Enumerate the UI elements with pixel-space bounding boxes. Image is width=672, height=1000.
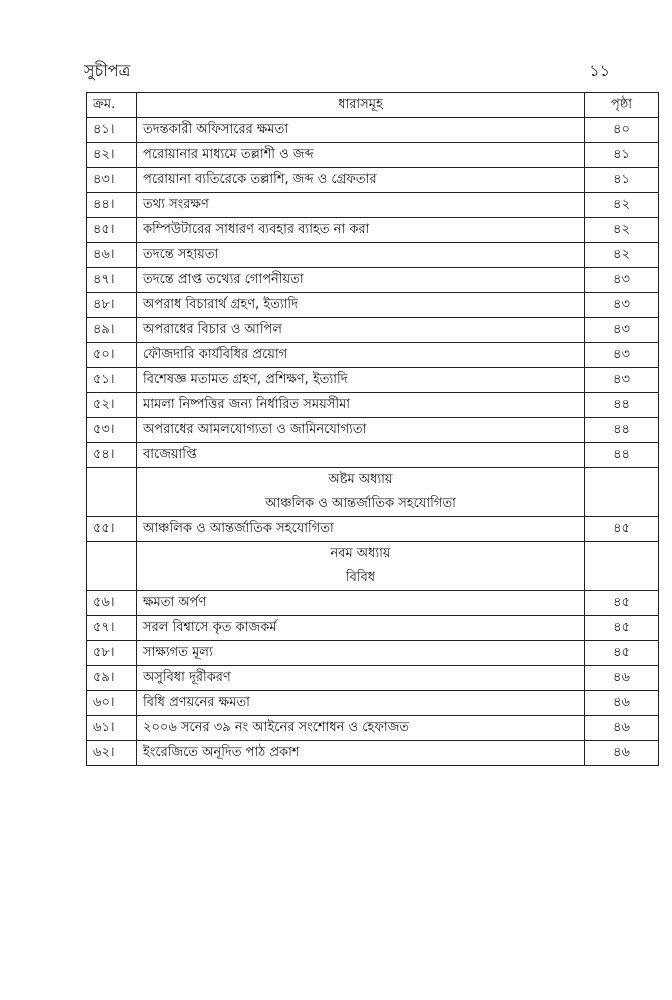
row-page: ৪৩	[585, 268, 659, 293]
table-row	[87, 243, 659, 268]
row-page: ৪৩	[585, 318, 659, 343]
row-title: পরোয়ানা ব্যতিরেকে তল্লাশি, জব্দ ও গ্রেফতার	[137, 168, 585, 193]
row-title: পরোয়ানার মাধ্যমে তল্লাশী ও জব্দ	[137, 143, 585, 168]
row-page: ৪৪	[585, 443, 659, 468]
row-number: ৫৩।	[87, 418, 137, 443]
row-page: ৪২	[585, 193, 659, 218]
row-page: ৪৪	[585, 393, 659, 418]
row-number: ৪৫।	[87, 218, 137, 243]
row-number: ৬২।	[87, 741, 137, 766]
row-number: ৬০।	[87, 691, 137, 716]
row-title: ইংরেজিতে অনূদিত পাঠ প্রকাশ	[137, 741, 585, 766]
page-number: ১১	[589, 61, 610, 80]
row-title: তদন্তে প্রাপ্ত তথ্যের গোপনীয়তা	[137, 268, 585, 293]
table-row	[87, 443, 659, 468]
table-row	[87, 218, 659, 243]
row-number: ৫৭।	[87, 616, 137, 641]
row-page: ৪৬	[585, 741, 659, 766]
table-row	[87, 343, 659, 368]
row-number: ৪২।	[87, 143, 137, 168]
table-header-row	[87, 93, 659, 118]
row-number: ৪৪।	[87, 193, 137, 218]
row-number: ৪৭।	[87, 268, 137, 293]
table-row	[87, 143, 659, 168]
row-page: ৪৫	[585, 641, 659, 666]
chapter-9-heading: নবম অধ্যায়	[330, 546, 391, 561]
row-page: ৪৬	[585, 691, 659, 716]
row-number: ৫৬।	[87, 591, 137, 616]
table-row	[87, 168, 659, 193]
table-row	[87, 741, 659, 766]
row-number: ৪৮।	[87, 293, 137, 318]
row-title: ফৌজদারি কার্যবিধির প্রয়োগ	[137, 343, 585, 368]
chapter-8-subheading: আঞ্চলিক ও আন্তর্জাতিক সহযোগিতা	[265, 496, 456, 511]
chapter-number-cell	[87, 468, 137, 517]
chapter-8-heading: অষ্টম অধ্যায়	[328, 472, 393, 487]
row-page: ৪১	[585, 143, 659, 168]
row-title: সরল বিশ্বাসে কৃত কাজকর্ম	[137, 616, 585, 641]
contents-table	[86, 92, 659, 766]
row-page: ৪১	[585, 168, 659, 193]
row-title: কম্পিউটারের সাধারণ ব্যবহার ব্যাহত না করা	[137, 218, 585, 243]
table-row	[87, 293, 659, 318]
row-title: ২০০৬ সনের ৩৯ নং আইনের সংশোধন ও হেফাজত	[137, 716, 585, 741]
row-number: ৫৫।	[87, 517, 137, 542]
row-title: মামলা নিষ্পত্তির জন্য নির্ধারিত সময়সীমা	[137, 393, 585, 418]
table-row	[87, 318, 659, 343]
table-row	[87, 193, 659, 218]
row-title: তদন্তকারী অফিসারের ক্ষমতা	[137, 118, 585, 143]
row-title: তদন্তে সহায়তা	[137, 243, 585, 268]
row-number: ৫২।	[87, 393, 137, 418]
chapter-heading-row	[87, 468, 659, 517]
table-row	[87, 268, 659, 293]
row-page: ৪৫	[585, 591, 659, 616]
row-number: ৪৩।	[87, 168, 137, 193]
row-title: ক্ষমতা অর্পণ	[137, 591, 585, 616]
row-title: বিশেষজ্ঞ মতামত গ্রহণ, প্রশিক্ষণ, ইত্যাদি	[137, 368, 585, 393]
row-number: ৫৮।	[87, 641, 137, 666]
row-page: ৪৫	[585, 517, 659, 542]
table-row	[87, 691, 659, 716]
row-number: ৫১।	[87, 368, 137, 393]
row-page: ৪৩	[585, 368, 659, 393]
section-title: সুচীপত্র	[84, 61, 131, 80]
row-title: অসুবিধা দূরীকরণ	[137, 666, 585, 691]
row-page: ৪২	[585, 243, 659, 268]
row-page: ৪৩	[585, 343, 659, 368]
row-page: ৪৩	[585, 293, 659, 318]
table-row	[87, 716, 659, 741]
table-row	[87, 418, 659, 443]
chapter-page-cell	[585, 542, 659, 591]
row-number: ৪৬।	[87, 243, 137, 268]
row-page: ৪৫	[585, 616, 659, 641]
table-row	[87, 641, 659, 666]
row-page: ৪৪	[585, 418, 659, 443]
row-page: ৪৬	[585, 666, 659, 691]
row-number: ৪১।	[87, 118, 137, 143]
table-row	[87, 616, 659, 641]
column-header-number: ক্রম.	[87, 93, 137, 118]
row-title: তথ্য সংরক্ষণ	[137, 193, 585, 218]
running-header	[84, 58, 610, 86]
table-row	[87, 368, 659, 393]
row-number: ৬১।	[87, 716, 137, 741]
row-page: ৪৬	[585, 716, 659, 741]
row-title: আঞ্চলিক ও আন্তর্জাতিক সহযোগিতা	[137, 517, 585, 542]
row-title: অপরাধ বিচারার্থ গ্রহণ, ইত্যাদি	[137, 293, 585, 318]
table-row	[87, 666, 659, 691]
row-page: ৪০	[585, 118, 659, 143]
table-row	[87, 591, 659, 616]
column-header-title: ধারাসমূহ	[137, 93, 585, 118]
row-title: অপরাধের বিচার ও আপিল	[137, 318, 585, 343]
table-row	[87, 393, 659, 418]
table-row	[87, 517, 659, 542]
chapter-9-subheading: বিবিধ	[345, 570, 376, 585]
row-number: ৫৪।	[87, 443, 137, 468]
column-header-page: পৃষ্ঠা	[585, 93, 659, 118]
row-number: ৫৯।	[87, 666, 137, 691]
row-page: ৪২	[585, 218, 659, 243]
row-title: বিধি প্রণয়নের ক্ষমতা	[137, 691, 585, 716]
chapter-heading-cell	[137, 542, 585, 591]
chapter-number-cell	[87, 542, 137, 591]
row-number: ৪৯।	[87, 318, 137, 343]
row-number: ৫০।	[87, 343, 137, 368]
chapter-heading-cell	[137, 468, 585, 517]
chapter-heading-row	[87, 542, 659, 591]
chapter-page-cell	[585, 468, 659, 517]
table-row	[87, 118, 659, 143]
row-title: সাক্ষ্যগত মূল্য	[137, 641, 585, 666]
row-title: বাজেয়াপ্তি	[137, 443, 585, 468]
row-title: অপরাধের আমলযোগ্যতা ও জামিনযোগ্যতা	[137, 418, 585, 443]
